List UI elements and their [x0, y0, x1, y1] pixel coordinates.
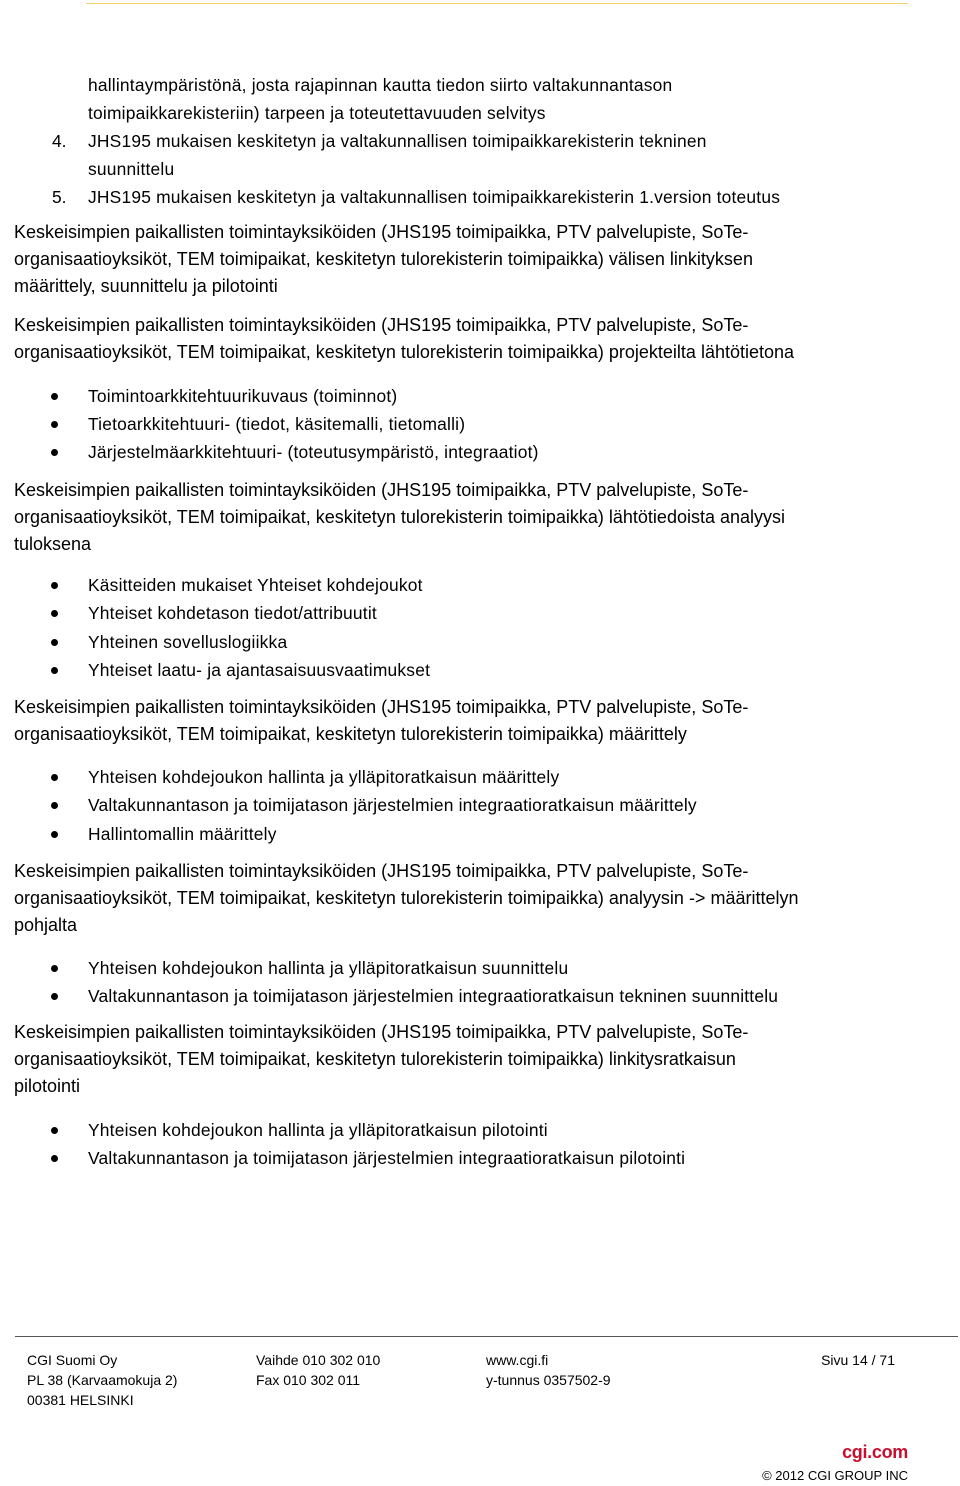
bullet-icon: [51, 610, 58, 617]
bullet-icon: [51, 993, 58, 1000]
bullet-icon: [51, 421, 58, 428]
footer-phone: [256, 1350, 380, 1390]
bullet-item: [51, 410, 941, 438]
footer-company: [27, 1350, 177, 1410]
section-paragraph: Keskeisimpien paikallisten toimintayksiköiden (JHS195 toimipaikka, PTV palvelupiste, SoTe-: [14, 1022, 749, 1042]
section-paragraph: Keskeisimpien paikallisten toimintayksiköiden (JHS195 toimipaikka, PTV palvelupiste, SoTe-: [14, 222, 749, 242]
bullet-icon: [51, 582, 58, 589]
list-number: 5.: [52, 187, 67, 207]
bullet-text: Yhteinen sovelluslogiikka: [88, 632, 288, 652]
bullet-item: [51, 438, 941, 466]
section-paragraph: organisaatioyksiköt, TEM toimipaikat, keskitetyn tulorekisterin toimipaikka) välisen linkityksen: [14, 249, 753, 269]
bullet-icon: [51, 965, 58, 972]
page-number: Sivu 14 / 71: [821, 1352, 895, 1368]
footer-rule: [15, 1336, 958, 1337]
bullet-icon: [51, 449, 58, 456]
bullet-icon: [51, 393, 58, 400]
bullet-item: [51, 982, 941, 1010]
bullet-icon: [51, 1155, 58, 1162]
bullet-icon: [51, 831, 58, 838]
bullet-item: [51, 571, 941, 599]
bullet-item: [51, 954, 941, 982]
bullet-icon: [51, 1127, 58, 1134]
footer-address: PL 38 (Karvaamokuja 2): [27, 1372, 178, 1388]
section-paragraph: Keskeisimpien paikallisten toimintayksiköiden (JHS195 toimipaikka, PTV palvelupiste, SoTe-: [14, 861, 749, 881]
footer-postal: 00381 HELSINKI: [27, 1392, 134, 1408]
footer-business-id: y-tunnus 0357502-9: [486, 1372, 611, 1388]
bullet-text: Valtakunnantason ja toimijatason järjestelmien integraatioratkaisun tekninen suunnittelu: [88, 986, 779, 1006]
numbered-item-text: suunnittelu: [88, 159, 175, 179]
bullet-text: Järjestelmäarkkitehtuuri- (toteutusympäristö, integraatiot): [88, 442, 539, 462]
section-paragraph: organisaatioyksiköt, TEM toimipaikat, keskitetyn tulorekisterin toimipaikka) määrittely: [14, 724, 687, 744]
bullet-icon: [51, 802, 58, 809]
section-paragraph: organisaatioyksiköt, TEM toimipaikat, keskitetyn tulorekisterin toimipaikka) lähtötiedoista analyysi: [14, 507, 786, 527]
bullet-item: [51, 599, 941, 627]
section-paragraph: määrittely, suunnittelu ja pilotointi: [14, 276, 278, 296]
bullet-item: [51, 763, 941, 791]
bullet-text: Toimintoarkkitehtuurikuvaus (toiminnot): [88, 386, 398, 406]
bullet-icon: [51, 667, 58, 674]
bullet-text: Käsitteiden mukaiset Yhteiset kohdejoukot: [88, 575, 423, 595]
bullet-item: [51, 656, 941, 684]
bullet-item: [51, 1144, 941, 1172]
bullet-text: Valtakunnantason ja toimijatason järjestelmien integraatioratkaisun pilotointi: [88, 1148, 686, 1168]
section-paragraph: Keskeisimpien paikallisten toimintayksiköiden (JHS195 toimipaikka, PTV palvelupiste, SoTe-: [14, 315, 749, 335]
bullet-text: Yhteiset kohdetason tiedot/attribuutit: [88, 603, 377, 623]
bullet-item: [51, 791, 941, 819]
footer-fax: Fax 010 302 011: [256, 1372, 361, 1388]
bullet-icon: [51, 774, 58, 781]
bullet-icon: [51, 639, 58, 646]
bullet-text: Yhteisen kohdejoukon hallinta ja ylläpitoratkaisun pilotointi: [88, 1120, 548, 1140]
section-paragraph: organisaatioyksiköt, TEM toimipaikat, keskitetyn tulorekisterin toimipaikka) linkitysratkaisun: [14, 1049, 736, 1069]
list-continuation-line: hallintaympäristönä, josta rajapinnan kautta tiedon siirto valtakunnantason: [88, 75, 673, 95]
section-paragraph: Keskeisimpien paikallisten toimintayksiköiden (JHS195 toimipaikka, PTV palvelupiste, SoTe-: [14, 480, 749, 500]
section-paragraph: tuloksena: [14, 534, 92, 554]
section-paragraph: pohjalta: [14, 915, 78, 935]
cgi-brand-logo: cgi.com: [842, 1442, 908, 1462]
bullet-item: [51, 1116, 941, 1144]
section-paragraph: Keskeisimpien paikallisten toimintayksiköiden (JHS195 toimipaikka, PTV palvelupiste, SoTe-: [14, 697, 749, 717]
copyright-text: © 2012 CGI GROUP INC: [762, 1468, 908, 1483]
bullet-text: Yhteiset laatu- ja ajantasaisuusvaatimukset: [88, 660, 431, 680]
bullet-text: Yhteisen kohdejoukon hallinta ja ylläpitoratkaisun suunnittelu: [88, 958, 569, 978]
section-paragraph: pilotointi: [14, 1076, 81, 1096]
bullet-text: Hallintomallin määrittely: [88, 824, 277, 844]
footer-web: [486, 1350, 611, 1390]
bullet-text: Valtakunnantason ja toimijatason järjestelmien integraatioratkaisun määrittely: [88, 795, 697, 815]
header-rule: [86, 3, 908, 4]
bullet-item: [51, 628, 941, 656]
footer-switchboard: Vaihde 010 302 010: [256, 1352, 381, 1368]
footer-company-name: CGI Suomi Oy: [27, 1352, 118, 1368]
section-paragraph: organisaatioyksiköt, TEM toimipaikat, keskitetyn tulorekisterin toimipaikka) analyysin -> määrittelyn: [14, 888, 799, 908]
list-number: 4.: [52, 131, 67, 151]
bullet-item: [51, 382, 941, 410]
section-paragraph: organisaatioyksiköt, TEM toimipaikat, keskitetyn tulorekisterin toimipaikka) projekteilta lähtötietona: [14, 342, 795, 362]
numbered-item-text: JHS195 mukaisen keskitetyn ja valtakunnallisen toimipaikkarekisterin 1.version toteutus: [88, 187, 781, 207]
bullet-text: Tietoarkkitehtuuri- (tiedot, käsitemalli, tietomalli): [88, 414, 466, 434]
bullet-item: [51, 820, 941, 848]
numbered-item-text: JHS195 mukaisen keskitetyn ja valtakunnallisen toimipaikkarekisterin tekninen: [88, 131, 707, 151]
bullet-text: Yhteisen kohdejoukon hallinta ja ylläpitoratkaisun määrittely: [88, 767, 560, 787]
footer-website-link[interactable]: www.cgi.fi: [486, 1352, 549, 1368]
list-continuation-line: toimipaikkarekisteriin) tarpeen ja toteutettavuuden selvitys: [88, 103, 546, 123]
